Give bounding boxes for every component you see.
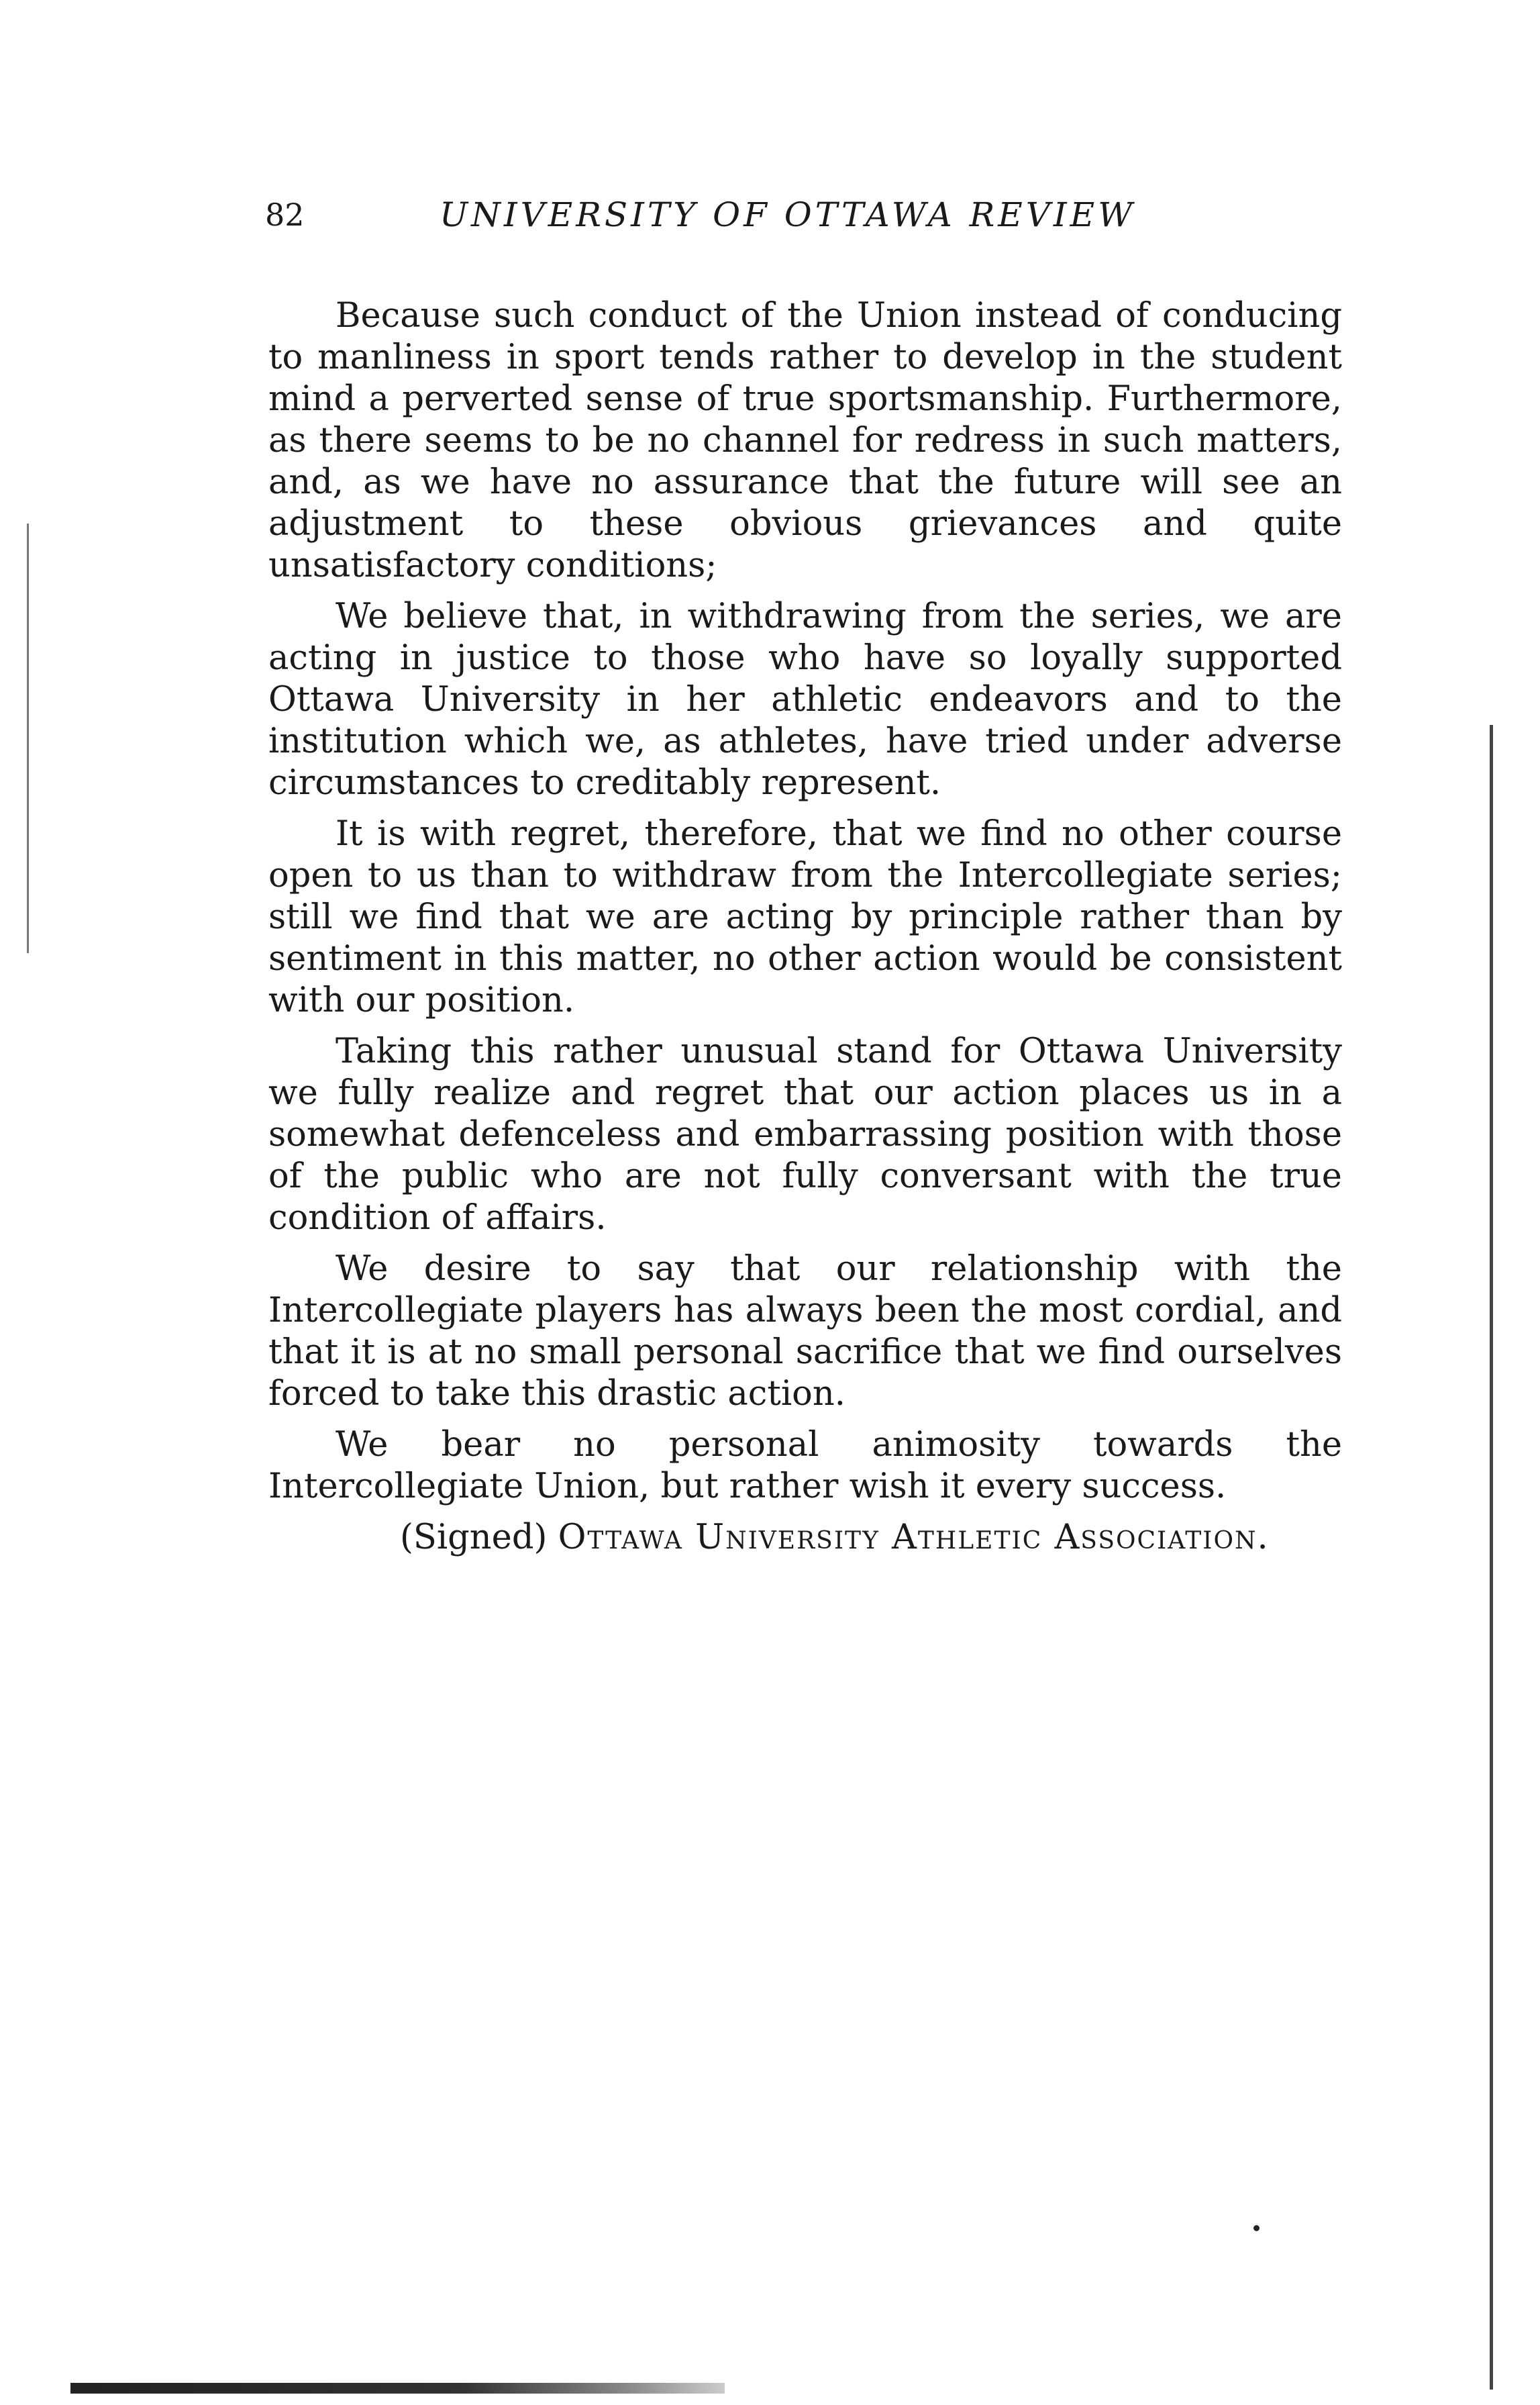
article-body [268,295,1342,1568]
running-title: UNIVERSITY OF OTTAWA REVIEW [440,195,1136,234]
page-header [265,188,1339,242]
scan-dot [1253,2225,1260,2231]
scan-edge-mark [27,524,29,953]
signature-prefix: (Signed) [400,1518,548,1557]
paragraph-6: We bear no personal animosity towards the Intercollegiate Union, but rather wish it every success. [268,1425,1342,1506]
signature-organization: Ottawa University Athletic Association. [558,1518,1270,1557]
paragraph-1: Because such conduct of the Union instead of conducing to manliness in sport tends rather to develop in the student mind a perverted sense of true sportsmanship. Furthermore, as there seems to be no channel for redress in such matters, and, as we have no assurance that the future will see an adjustment to these obvious grievances and quite unsatisfactory conditions; [268,296,1342,585]
signature-line [268,1517,1342,1559]
paragraph-4: Taking this rather unusual stand for Ottawa University we fully realize and regret that our action places us in a somewhat defenceless and embarrassing position with those of the public who are not fully conversant with the true condition of affairs. [268,1032,1342,1238]
paragraph-5: We desire to say that our relationship with the Intercollegiate players has always been the most cordial, and that it is at no small personal sacrifice that we find ourselves forced to take this drastic action. [268,1249,1342,1414]
page-number: 82 [265,197,305,233]
paragraph-3: It is with regret, therefore, that we find no other course open to us than to withdraw from the Intercollegiate series; still we find that we are acting by principle rather than by sentiment in this matter, no other action would be consistent with our position. [268,814,1342,1020]
paragraph-2: We believe that, in withdrawing from the series, we are acting in justice to those who have so loyally supported Ottawa University in her athletic endeavors and to the institution which we, as athletes, have tried under adverse circumstances to creditably represent. [268,597,1342,803]
scan-edge-mark [1490,725,1493,2390]
scan-bottom-rule [70,2383,725,2394]
